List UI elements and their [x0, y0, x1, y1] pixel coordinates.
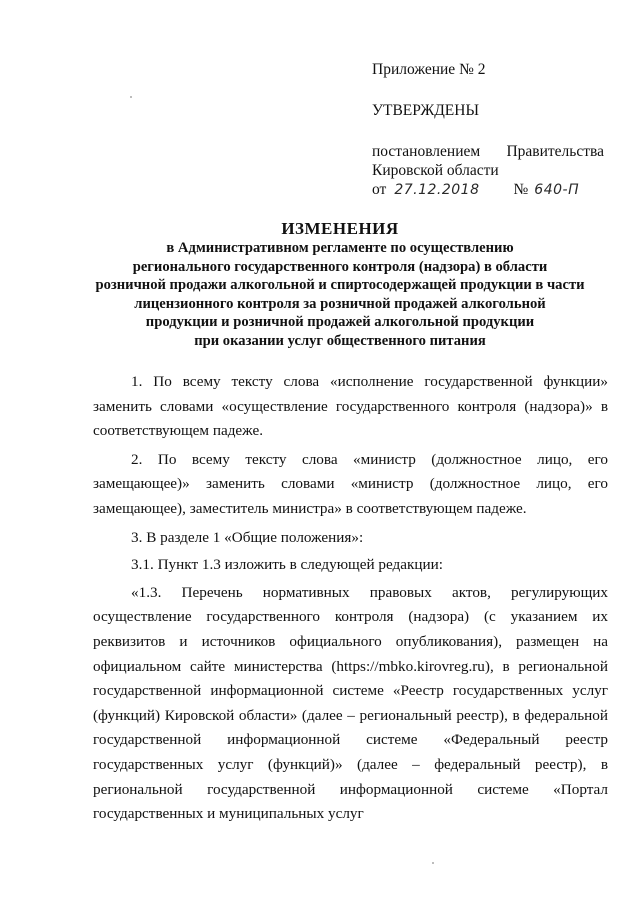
title-line: при оказании услуг общественного питания	[194, 332, 486, 349]
number-label: №	[513, 181, 529, 198]
title-line: в Административном регламенте по осуществлению	[166, 240, 514, 256]
resolution-line	[372, 142, 604, 161]
document-title	[70, 218, 610, 351]
approval-stamp-block	[372, 60, 604, 200]
from-label: от	[372, 181, 387, 198]
title-line: лицензионного контроля за розничной продажей алкогольной	[134, 295, 546, 312]
paragraph-1: 1. По всему тексту слова «исполнение государственной функции» заменить словами «осуществление государственного контроля (надзора)» в соответствующем падеже.	[93, 373, 608, 440]
title-heading: ИЗМЕНЕНИЯ	[281, 219, 399, 238]
date-number-line	[372, 180, 604, 200]
handwritten-number: 640-П	[534, 182, 580, 198]
scan-speck	[130, 96, 132, 98]
approved-label: УТВЕРЖДЕНЫ	[372, 102, 479, 119]
government-word: Правительства	[506, 143, 604, 160]
title-line: регионального государственного контроля (надзора) в области	[132, 258, 548, 275]
document-body	[93, 370, 608, 831]
paragraph-3: 3. В разделе 1 «Общие положения»:	[131, 528, 364, 546]
title-line: розничной продажи алкогольной и спиртосодержащей продукции в части	[95, 277, 585, 294]
paragraph-3-1: 3.1. Пункт 1.3 изложить в следующей редакции:	[131, 556, 444, 574]
paragraph-2: 2. По всему тексту слова «министр (должностное лицо, его замещающее)» заменить словами «министр (должностное лицо, его замещающее), заместитель министра» в соответствующем падеже.	[93, 450, 608, 517]
appendix-label: Приложение № 2	[372, 61, 486, 78]
scan-speck	[432, 862, 434, 864]
region-label: Кировской области	[372, 162, 499, 179]
title-line: продукции и розничной продажей алкогольной продукции	[145, 314, 535, 331]
resolution-word: постановлением	[372, 143, 481, 160]
paragraph-1-3-quote: «1.3. Перечень нормативных правовых актов, регулирующих осуществление государственного контроля (надзора) (с указанием их реквизитов и источников официального опубликования), размещен на официальном сайте министерства (https://mbko.kirovreg.ru), в региональной государственной информационной системе «Реестр государственных услуг (функций) Кировской области» (далее – региональный реестр), в федеральной государственной информационной системе «Федеральный реестр государственных услуг (функций)» (далее – федеральный реестр), в региональной государственной информационной системе «Портал государственных и муниципальных услуг	[93, 583, 608, 823]
handwritten-date: 27.12.2018	[394, 182, 480, 198]
